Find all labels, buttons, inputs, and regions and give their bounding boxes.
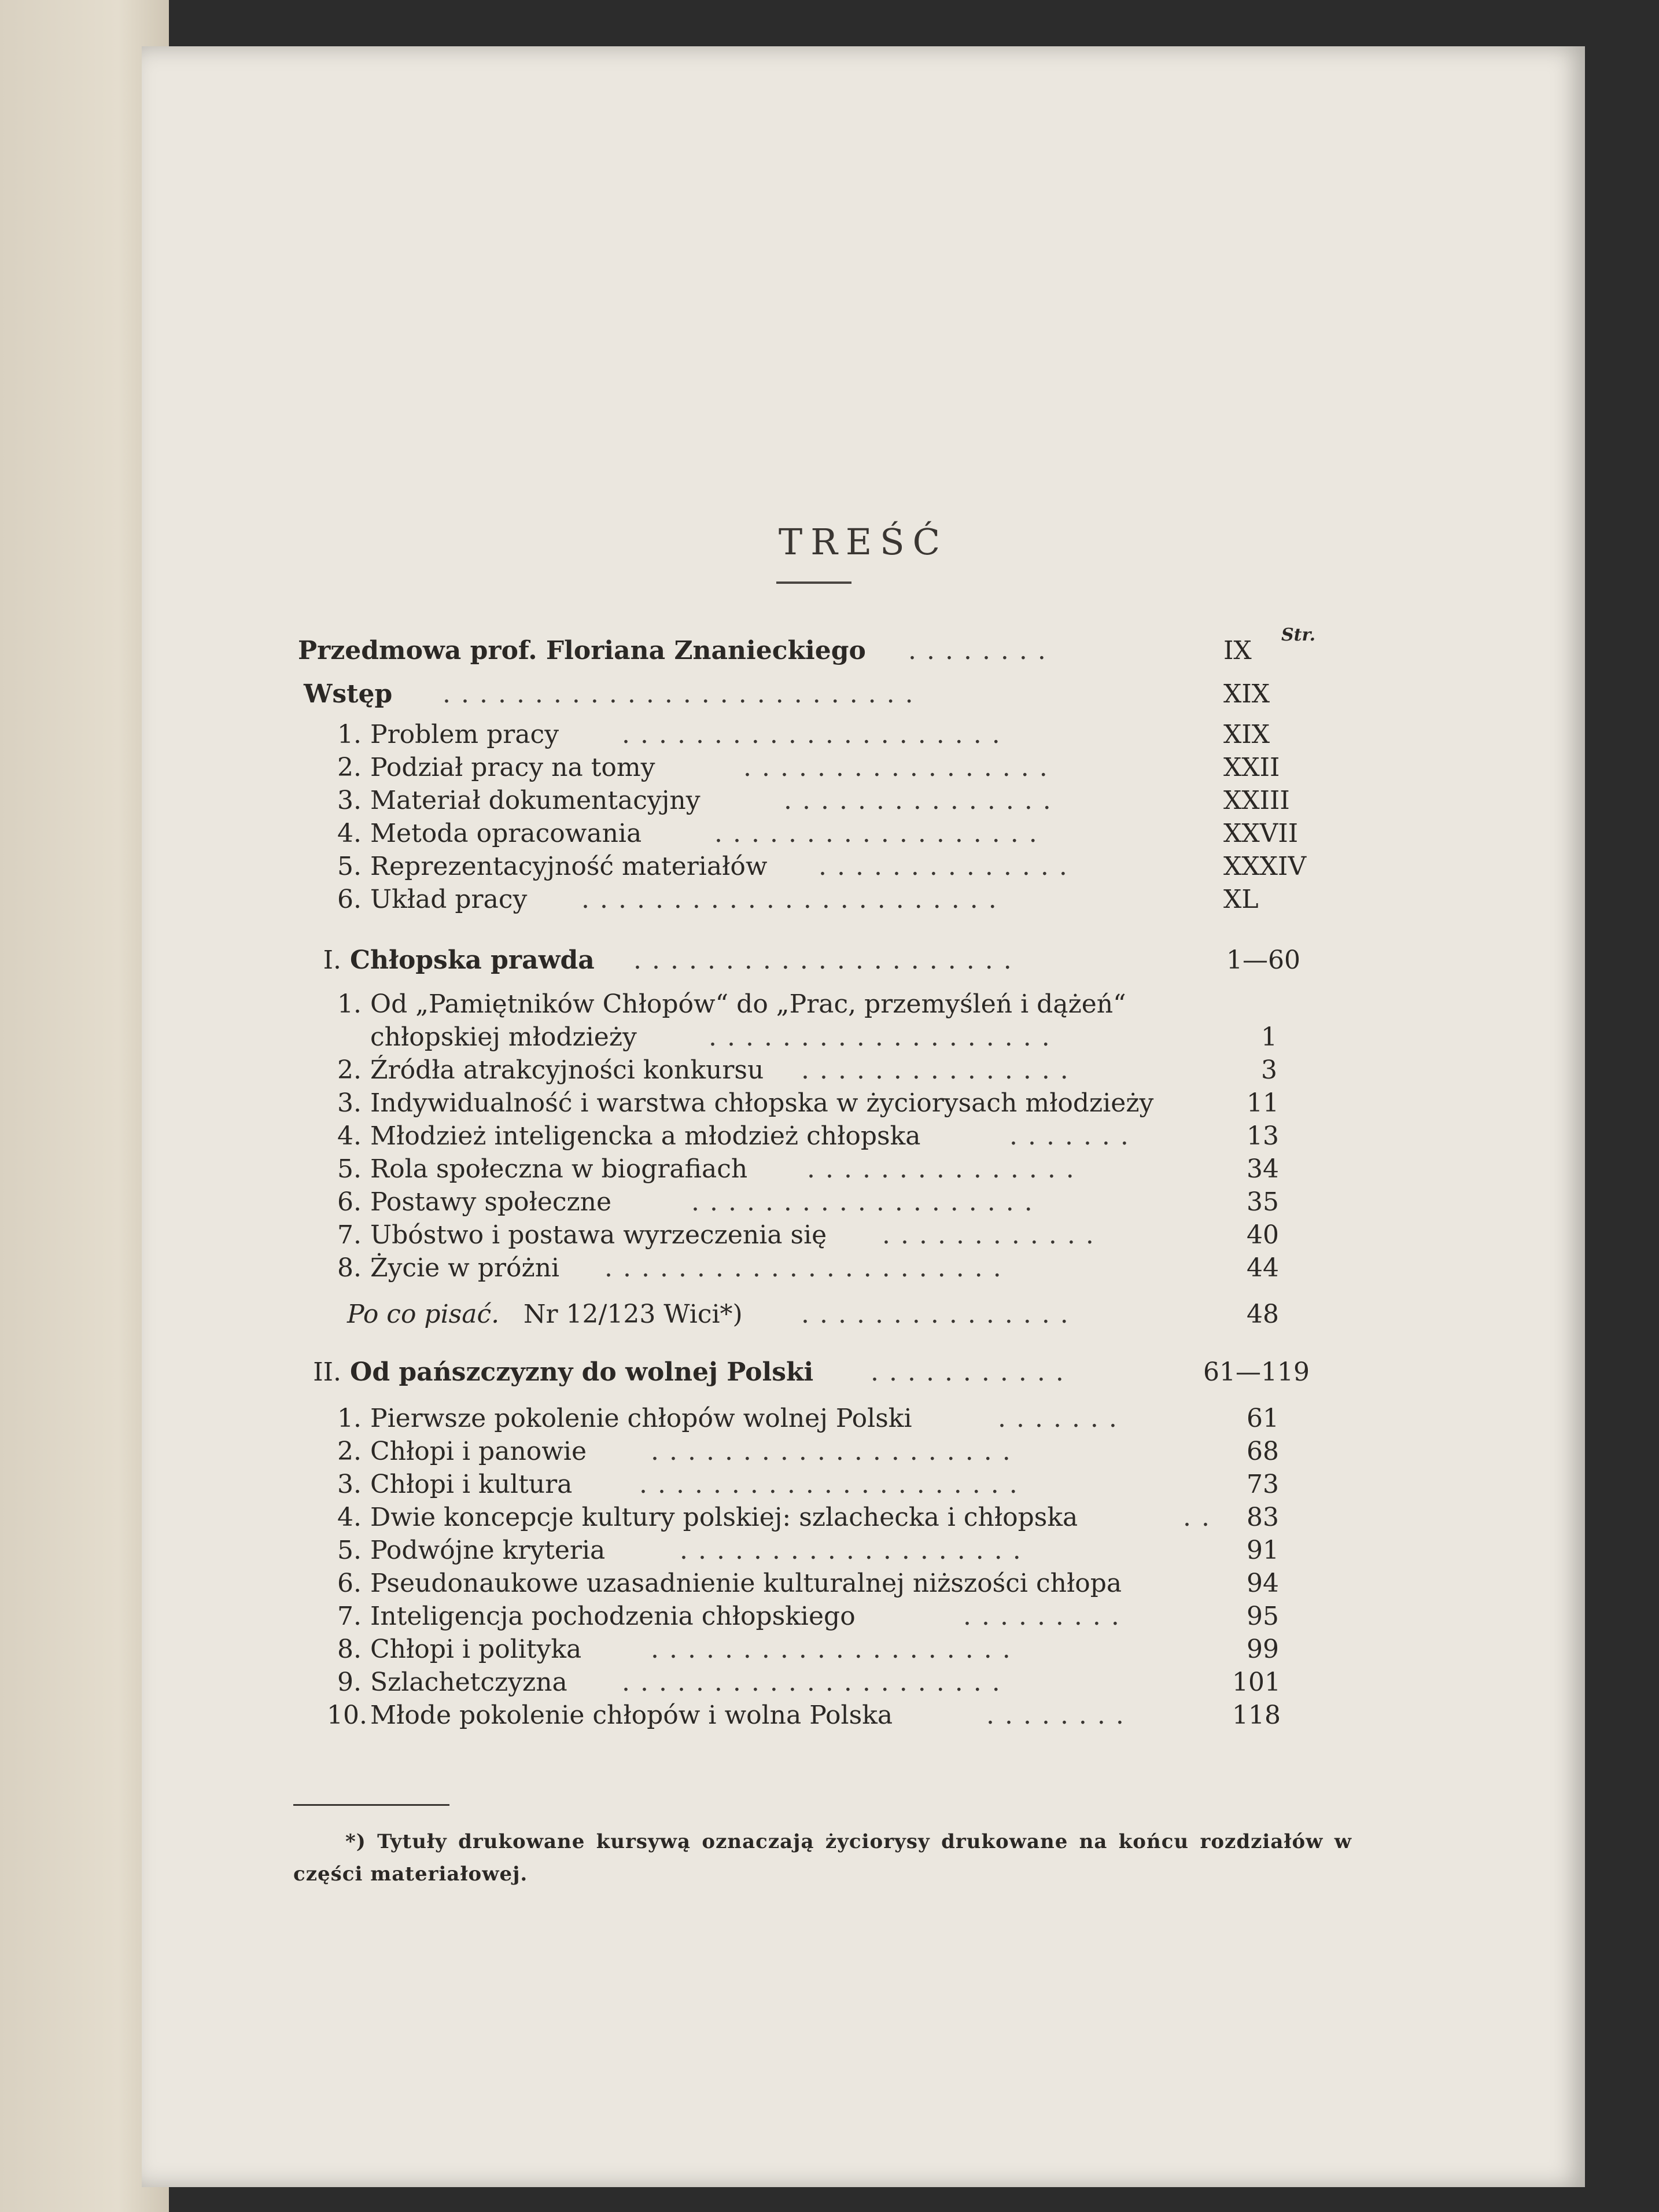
- toc-item-label: Dwie koncepcje kultury polskiej: szlachecka i chłopska: [370, 1503, 1078, 1532]
- table-of-contents: [142, 46, 1585, 2187]
- toc-item-label: Podział pracy na tomy: [370, 753, 655, 782]
- toc-item-label: Młode pokolenie chłopów i wolna Polska: [370, 1701, 893, 1730]
- leader-dots: ...............: [801, 1300, 1079, 1329]
- leader-dots: ..............: [819, 852, 1078, 881]
- toc-page-number: 1: [1261, 1022, 1277, 1052]
- page-title: TREŚĆ: [778, 521, 949, 563]
- toc-page-number: 73: [1247, 1470, 1279, 1499]
- toc-item-label: Inteligencja pochodzenia chłopskiego: [370, 1602, 856, 1631]
- leader-dots: ........: [986, 1701, 1134, 1730]
- toc-chapter-label: Chłopska prawda: [350, 945, 595, 975]
- toc-page-number: 1—60: [1226, 945, 1300, 975]
- leader-dots: ...................: [680, 1536, 1031, 1565]
- leader-dots: ........: [908, 636, 1056, 665]
- toc-page-number: XXXIV: [1223, 852, 1307, 881]
- toc-item-number: 4.: [337, 1503, 362, 1532]
- toc-page-number: 34: [1247, 1154, 1279, 1184]
- toc-page-number: 61: [1247, 1404, 1279, 1433]
- toc-item-number: 8.: [337, 1635, 362, 1664]
- toc-page-number: XXVII: [1223, 819, 1299, 848]
- toc-chapter-number: II.: [313, 1357, 341, 1387]
- footnote: *) Tytuły drukowane kursywą oznaczają życiorysy drukowane na końcu rozdziałów w części materiałowej.: [293, 1830, 1352, 1886]
- toc-chapter-label: Od pańszczyzny do wolnej Polski: [350, 1357, 814, 1387]
- leader-dots: .....................: [622, 1668, 1011, 1697]
- toc-item-label: Rola społeczna w biografiach: [370, 1154, 748, 1184]
- toc-page-number: 68: [1247, 1437, 1279, 1466]
- toc-item-label: Problem pracy: [370, 720, 559, 749]
- toc-item-label: Chłopi i kultura: [370, 1470, 573, 1499]
- toc-item-number: 7.: [337, 1220, 362, 1250]
- toc-item-number: 6.: [337, 1187, 362, 1217]
- page-column-label: Str.: [1281, 625, 1316, 645]
- toc-page-number: XXII: [1223, 753, 1280, 782]
- toc-page-number: 94: [1247, 1569, 1279, 1598]
- toc-item-label: Młodzież inteligencka a młodzież chłopska: [370, 1121, 921, 1151]
- leader-dots: ...................: [691, 1187, 1043, 1217]
- toc-item-label: Metoda opracowania: [370, 819, 642, 848]
- toc-item-number: 8.: [337, 1253, 362, 1283]
- toc-item-label: Postawy społeczne: [370, 1187, 612, 1217]
- toc-item-number: 9.: [337, 1668, 362, 1697]
- toc-page-number: 11: [1247, 1088, 1279, 1118]
- toc-item-number: 7.: [337, 1602, 362, 1631]
- leader-dots: .....................: [639, 1470, 1028, 1499]
- toc-page-number: 35: [1247, 1187, 1279, 1217]
- leader-dots: ..........................: [443, 679, 924, 709]
- toc-item-label: Życie w próżni: [370, 1253, 560, 1283]
- toc-item-label: Chłopi i panowie: [370, 1437, 587, 1466]
- toc-item-label: Pierwsze pokolenie chłopów wolnej Polski: [370, 1404, 912, 1433]
- toc-item-label: Od „Pamiętników Chłopów“ do „Prac, przemyśleń i dążeń“: [370, 989, 1126, 1019]
- toc-item-number: 4.: [337, 1121, 362, 1151]
- toc-item-number: 6.: [337, 1569, 362, 1598]
- toc-item-label: Pseudonaukowe uzasadnienie kulturalnej niższości chłopa: [370, 1569, 1122, 1598]
- toc-item-label: Nr 12/123 Wici*): [523, 1300, 743, 1329]
- toc-item-number: 6.: [337, 885, 362, 914]
- toc-item-number: 3.: [337, 1470, 362, 1499]
- leader-dots: .......: [1009, 1121, 1139, 1151]
- leader-dots: ............: [882, 1220, 1104, 1250]
- toc-page-number: XIX: [1223, 679, 1270, 709]
- toc-item-number: 10.: [327, 1701, 367, 1730]
- toc-page-number: XXIII: [1223, 786, 1290, 815]
- toc-page-number: XL: [1223, 885, 1259, 914]
- leader-dots: ....................: [651, 1437, 1021, 1466]
- toc-item-number: 1.: [337, 1404, 362, 1433]
- toc-item-label: Indywidualność i warstwa chłopska w życiorysach młodzieży: [370, 1088, 1154, 1118]
- toc-page-number: 44: [1247, 1253, 1279, 1283]
- toc-page-number: IX: [1223, 636, 1252, 665]
- toc-item-label: Reprezentacyjność materiałów: [370, 852, 768, 881]
- leader-dots: .................: [743, 753, 1058, 782]
- leader-dots: .....................: [633, 945, 1022, 975]
- title-underline: [776, 581, 851, 584]
- leader-dots: ....................: [651, 1635, 1021, 1664]
- toc-item-number: 5.: [337, 852, 362, 881]
- toc-chapter-number: I.: [323, 945, 341, 975]
- toc-item-label: Materiał dokumentacyjny: [370, 786, 701, 815]
- toc-item-label-continuation: chłopskiej młodzieży: [370, 1022, 637, 1052]
- toc-item-number: 3.: [337, 786, 362, 815]
- leader-dots: ......................: [604, 1253, 1012, 1283]
- toc-item-number: 5.: [337, 1154, 362, 1184]
- toc-page-number: XIX: [1223, 720, 1270, 749]
- toc-page-number: 101: [1232, 1668, 1281, 1697]
- toc-item-number: 4.: [337, 819, 362, 848]
- toc-item-number: 3.: [337, 1088, 362, 1118]
- toc-page-number: 61—119: [1203, 1357, 1310, 1387]
- toc-item-label: Źródła atrakcyjności konkursu: [370, 1055, 764, 1085]
- toc-item-label: Układ pracy: [370, 885, 528, 914]
- toc-item-number: 2.: [337, 1055, 362, 1085]
- leader-dots: ...................: [709, 1022, 1060, 1052]
- toc-item-number: 1.: [337, 989, 362, 1019]
- footnote-rule: [293, 1804, 449, 1806]
- toc-item-number: 2.: [337, 753, 362, 782]
- leader-dots: ..: [1183, 1503, 1220, 1532]
- toc-item-label: Chłopi i polityka: [370, 1635, 582, 1664]
- toc-item-label: Szlachetczyzna: [370, 1668, 567, 1697]
- toc-page-number: 91: [1247, 1536, 1279, 1565]
- leader-dots: .......................: [581, 885, 1007, 914]
- leader-dots: .........: [963, 1602, 1130, 1631]
- toc-page-number: 118: [1232, 1701, 1281, 1730]
- toc-page-number: 99: [1247, 1635, 1279, 1664]
- leader-dots: ..................: [714, 819, 1048, 848]
- toc-page-number: 83: [1247, 1503, 1279, 1532]
- leader-dots: ...........: [871, 1357, 1074, 1387]
- toc-item-number: 2.: [337, 1437, 362, 1466]
- toc-italic-label: Po co pisać.: [347, 1300, 500, 1329]
- book-page: [142, 46, 1585, 2187]
- toc-page-number: 40: [1247, 1220, 1279, 1250]
- leader-dots: ...............: [807, 1154, 1085, 1184]
- toc-page-number: 48: [1247, 1300, 1279, 1329]
- leader-dots: .....................: [622, 720, 1011, 749]
- leader-dots: ...............: [801, 1055, 1079, 1085]
- toc-section-label: Przedmowa prof. Floriana Znanieckiego: [298, 636, 866, 665]
- toc-section-label: Wstęp: [304, 679, 393, 709]
- toc-item-number: 1.: [337, 720, 362, 749]
- toc-page-number: 95: [1247, 1602, 1279, 1631]
- leader-dots: .......: [998, 1404, 1127, 1433]
- toc-item-number: 5.: [337, 1536, 362, 1565]
- toc-item-label: Ubóstwo i postawa wyrzeczenia się: [370, 1220, 827, 1250]
- toc-item-label: Podwójne kryteria: [370, 1536, 606, 1565]
- leader-dots: ...............: [784, 786, 1061, 815]
- toc-page-number: 3: [1261, 1055, 1277, 1085]
- toc-page-number: 13: [1247, 1121, 1279, 1151]
